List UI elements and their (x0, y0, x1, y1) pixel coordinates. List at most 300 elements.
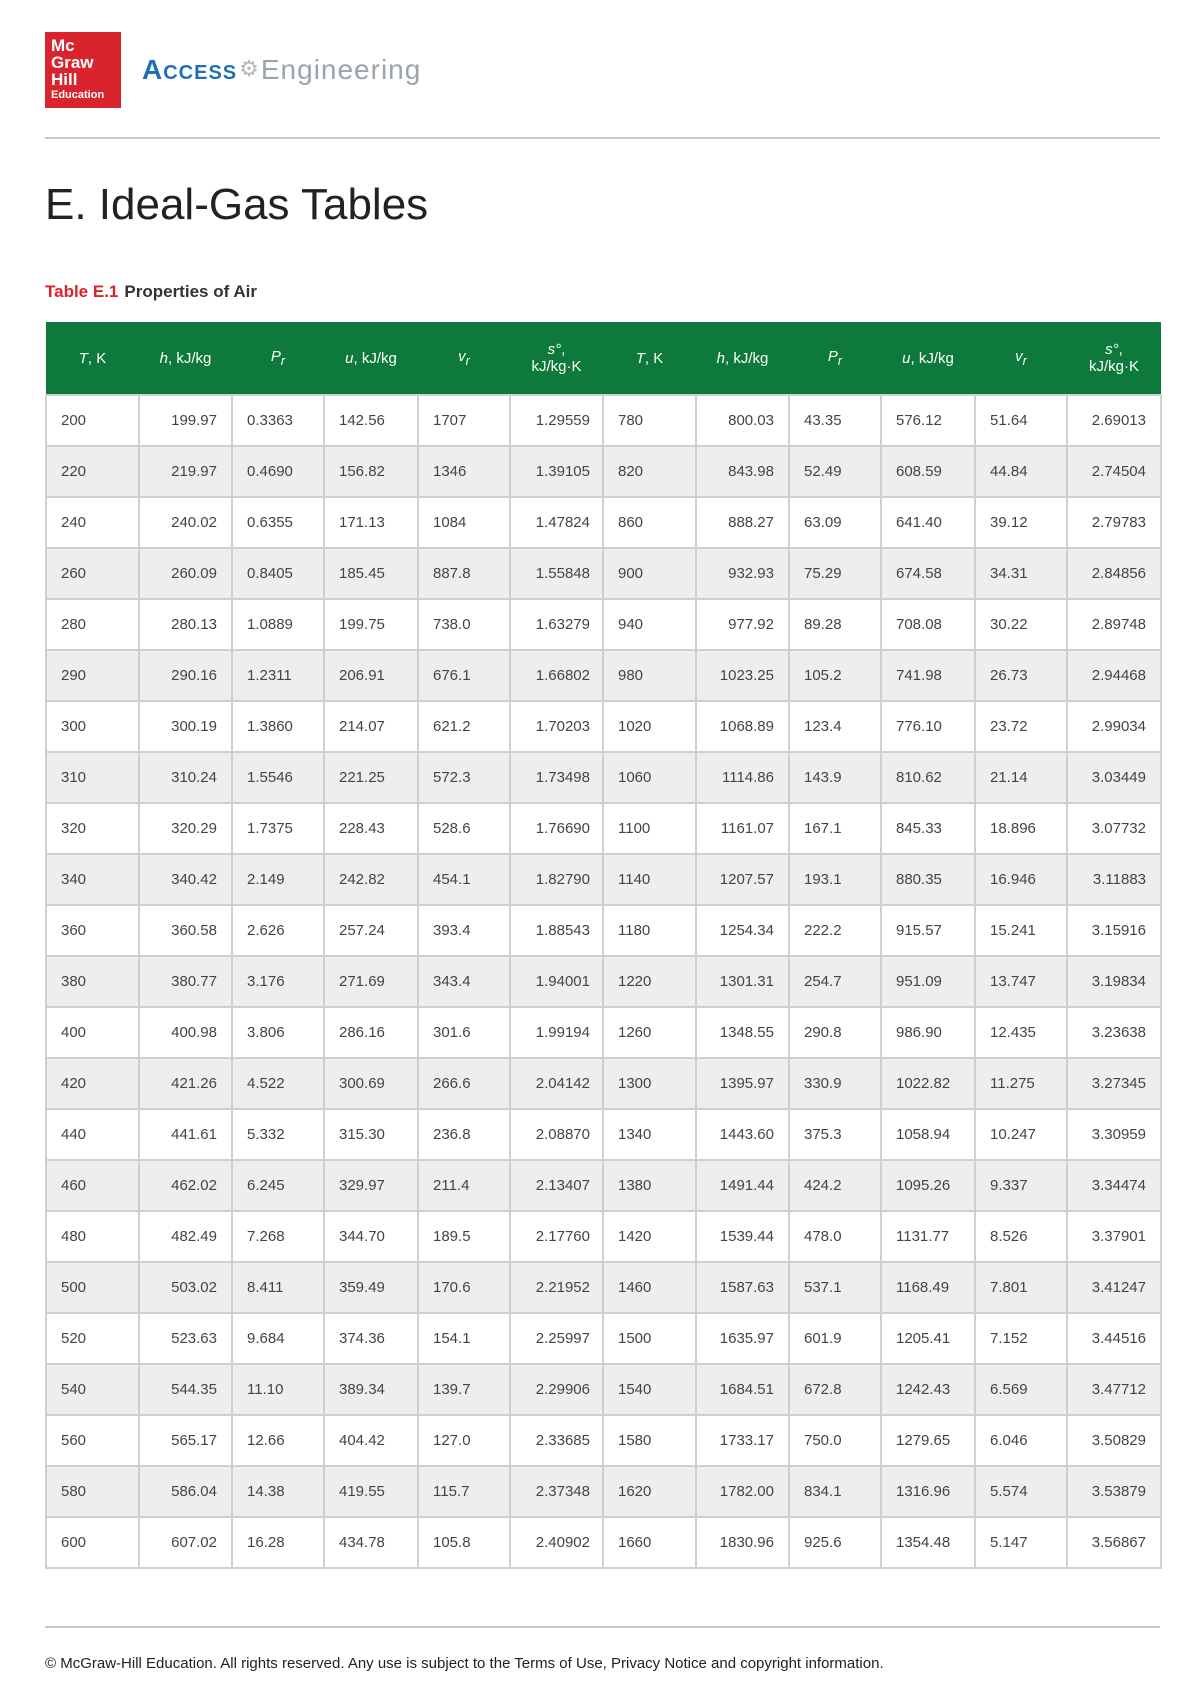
table-cell: 3.15916 (1067, 905, 1161, 956)
table-cell: 266.6 (418, 1058, 510, 1109)
table-cell: 9.337 (975, 1160, 1067, 1211)
logo-text: Hill (51, 70, 78, 89)
table-cell: 1.55848 (510, 548, 603, 599)
table-cell: 329.97 (324, 1160, 418, 1211)
table-cell: 3.50829 (1067, 1415, 1161, 1466)
table-cell: 200 (46, 395, 139, 446)
table-row (46, 752, 1161, 803)
table-cell: 3.41247 (1067, 1262, 1161, 1313)
table-cell: 810.62 (881, 752, 975, 803)
table-cell: 0.3363 (232, 395, 324, 446)
table-row (46, 1415, 1161, 1466)
table-cell: 424.2 (789, 1160, 881, 1211)
table-cell: 254.7 (789, 956, 881, 1007)
table-cell: 4.522 (232, 1058, 324, 1109)
table-cell: 3.07732 (1067, 803, 1161, 854)
table-cell: 26.73 (975, 650, 1067, 701)
table-cell: 374.36 (324, 1313, 418, 1364)
table-cell: 310 (46, 752, 139, 803)
table-cell: 320.29 (139, 803, 232, 854)
table-cell: 171.13 (324, 497, 418, 548)
table-cell: 7.268 (232, 1211, 324, 1262)
table-cell: 34.31 (975, 548, 1067, 599)
table-cell: 1540 (603, 1364, 696, 1415)
table-cell: 800.03 (696, 395, 789, 446)
table-cell: 2.84856 (1067, 548, 1161, 599)
table-cell: 977.92 (696, 599, 789, 650)
page-header (45, 32, 1160, 140)
table-row (46, 1313, 1161, 1364)
table-cell: 2.33685 (510, 1415, 603, 1466)
table-row (46, 650, 1161, 701)
table-cell: 1.39105 (510, 446, 603, 497)
table-cell: 290.16 (139, 650, 232, 701)
table-cell: 1635.97 (696, 1313, 789, 1364)
table-cell: 89.28 (789, 599, 881, 650)
table-row (46, 1211, 1161, 1262)
table-cell: 105.8 (418, 1517, 510, 1568)
table-cell: 607.02 (139, 1517, 232, 1568)
table-cell: 211.4 (418, 1160, 510, 1211)
column-header: T, K (46, 322, 139, 395)
table-cell: 1.63279 (510, 599, 603, 650)
table-cell: 419.55 (324, 1466, 418, 1517)
table-cell: 1023.25 (696, 650, 789, 701)
logo-engineering-text: Engineering (260, 54, 422, 85)
table-cell: 1.0889 (232, 599, 324, 650)
table-cell: 105.2 (789, 650, 881, 701)
table-cell: 2.04142 (510, 1058, 603, 1109)
table-cell: 986.90 (881, 1007, 975, 1058)
table-cell: 1168.49 (881, 1262, 975, 1313)
table-cell: 300 (46, 701, 139, 752)
table-cell: 1587.63 (696, 1262, 789, 1313)
table-cell: 2.21952 (510, 1262, 603, 1313)
table-cell: 310.24 (139, 752, 232, 803)
table-cell: 330.9 (789, 1058, 881, 1109)
access-engineering-logo[interactable] (142, 50, 421, 90)
table-cell: 51.64 (975, 395, 1067, 446)
table-cell: 1420 (603, 1211, 696, 1262)
table-cell: 1340 (603, 1109, 696, 1160)
table-cell: 340.42 (139, 854, 232, 905)
table-cell: 260 (46, 548, 139, 599)
table-cell: 672.8 (789, 1364, 881, 1415)
table-cell: 1.3860 (232, 701, 324, 752)
table-cell: 14.38 (232, 1466, 324, 1517)
table-cell: 290.8 (789, 1007, 881, 1058)
table-row (46, 701, 1161, 752)
table-cell: 676.1 (418, 650, 510, 701)
table-cell: 1220 (603, 956, 696, 1007)
table-cell: 482.49 (139, 1211, 232, 1262)
table-row (46, 1466, 1161, 1517)
table-cell: 608.59 (881, 446, 975, 497)
table-cell: 925.6 (789, 1517, 881, 1568)
table-cell: 674.58 (881, 548, 975, 599)
table-cell: 1095.26 (881, 1160, 975, 1211)
table-cell: 142.56 (324, 395, 418, 446)
table-cell: 1620 (603, 1466, 696, 1517)
table-cell: 980 (603, 650, 696, 701)
table-cell: 8.526 (975, 1211, 1067, 1262)
table-cell: 359.49 (324, 1262, 418, 1313)
table-cell: 3.806 (232, 1007, 324, 1058)
table-cell: 860 (603, 497, 696, 548)
column-header: $v_r$ (418, 322, 510, 395)
table-cell: 1.70203 (510, 701, 603, 752)
table-cell: 1114.86 (696, 752, 789, 803)
table-cell: 454.1 (418, 854, 510, 905)
table-cell: 1733.17 (696, 1415, 789, 1466)
table-cell: 1782.00 (696, 1466, 789, 1517)
table-cell: 39.12 (975, 497, 1067, 548)
table-cell: 3.37901 (1067, 1211, 1161, 1262)
table-cell: 2.29906 (510, 1364, 603, 1415)
table-cell: 1.2311 (232, 650, 324, 701)
table-row (46, 905, 1161, 956)
logo-text: Mc (51, 36, 75, 55)
table-cell: 1707 (418, 395, 510, 446)
table-cell: 3.53879 (1067, 1466, 1161, 1517)
table-cell: 2.79783 (1067, 497, 1161, 548)
column-header: s°, kJ/kg·K (510, 322, 603, 395)
table-cell: 167.1 (789, 803, 881, 854)
table-cell: 3.34474 (1067, 1160, 1161, 1211)
table-cell: 320 (46, 803, 139, 854)
table-cell: 360.58 (139, 905, 232, 956)
table-cell: 523.63 (139, 1313, 232, 1364)
table-cell: 1346 (418, 446, 510, 497)
table-row (46, 1517, 1161, 1568)
mcgraw-hill-logo[interactable] (45, 32, 121, 108)
table-caption-title: Properties of Air (124, 282, 257, 301)
gear-icon: ⚙ (239, 56, 259, 81)
table-cell: 940 (603, 599, 696, 650)
column-header: h, kJ/kg (696, 322, 789, 395)
table-cell: 1301.31 (696, 956, 789, 1007)
table-cell: 1207.57 (696, 854, 789, 905)
table-cell: 915.57 (881, 905, 975, 956)
table-cell: 480 (46, 1211, 139, 1262)
table-cell: 380.77 (139, 956, 232, 1007)
table-cell: 3.11883 (1067, 854, 1161, 905)
table-cell: 52.49 (789, 446, 881, 497)
table-row (46, 1109, 1161, 1160)
table-cell: 0.4690 (232, 446, 324, 497)
table-cell: 228.43 (324, 803, 418, 854)
table-cell: 7.152 (975, 1313, 1067, 1364)
table-cell: 2.40902 (510, 1517, 603, 1568)
table-cell: 1279.65 (881, 1415, 975, 1466)
copyright-footer: © McGraw-Hill Education. All rights reserved. Any use is subject to the Terms of Use, Privacy Notice and copyright information. (45, 1655, 884, 1672)
table-cell: 3.03449 (1067, 752, 1161, 803)
table-row (46, 1364, 1161, 1415)
table-cell: 1316.96 (881, 1466, 975, 1517)
table-row (46, 956, 1161, 1007)
table-row (46, 548, 1161, 599)
table-cell: 360 (46, 905, 139, 956)
column-header: s°, kJ/kg·K (1067, 322, 1161, 395)
table-cell: 1660 (603, 1517, 696, 1568)
table-cell: 16.946 (975, 854, 1067, 905)
table-cell: 340 (46, 854, 139, 905)
table-cell: 528.6 (418, 803, 510, 854)
table-cell: 143.9 (789, 752, 881, 803)
table-cell: 1.29559 (510, 395, 603, 446)
table-cell: 1020 (603, 701, 696, 752)
table-cell: 271.69 (324, 956, 418, 1007)
table-cell: 834.1 (789, 1466, 881, 1517)
table-cell: 1.88543 (510, 905, 603, 956)
table-cell: 843.98 (696, 446, 789, 497)
table-cell: 2.37348 (510, 1466, 603, 1517)
table-cell: 242.82 (324, 854, 418, 905)
table-cell: 460 (46, 1160, 139, 1211)
column-header: T, K (603, 322, 696, 395)
table-cell: 1580 (603, 1415, 696, 1466)
table-cell: 123.4 (789, 701, 881, 752)
footer-divider (45, 1626, 1160, 1628)
table-cell: 1380 (603, 1160, 696, 1211)
table-row (46, 446, 1161, 497)
table-cell: 389.34 (324, 1364, 418, 1415)
table-cell: 380 (46, 956, 139, 1007)
table-cell: 1100 (603, 803, 696, 854)
table-cell: 13.747 (975, 956, 1067, 1007)
column-header: $P_r$ (789, 322, 881, 395)
table-cell: 738.0 (418, 599, 510, 650)
table-cell: 540 (46, 1364, 139, 1415)
table-header-row (46, 322, 1161, 395)
table-cell: 5.574 (975, 1466, 1067, 1517)
table-cell: 2.13407 (510, 1160, 603, 1211)
column-header: h, kJ/kg (139, 322, 232, 395)
table-cell: 1.47824 (510, 497, 603, 548)
table-cell: 343.4 (418, 956, 510, 1007)
table-cell: 3.176 (232, 956, 324, 1007)
table-cell: 5.332 (232, 1109, 324, 1160)
table-cell: 1180 (603, 905, 696, 956)
table-row (46, 1007, 1161, 1058)
table-cell: 1084 (418, 497, 510, 548)
table-cell: 3.56867 (1067, 1517, 1161, 1568)
logo-text: Graw (51, 53, 94, 72)
table-cell: 776.10 (881, 701, 975, 752)
table-cell: 2.17760 (510, 1211, 603, 1262)
table-row (46, 1160, 1161, 1211)
table-cell: 7.801 (975, 1262, 1067, 1313)
table-cell: 1460 (603, 1262, 696, 1313)
table-cell: 115.7 (418, 1466, 510, 1517)
table-cell: 421.26 (139, 1058, 232, 1109)
page-title: E. Ideal-Gas Tables (45, 180, 429, 229)
table-cell: 2.89748 (1067, 599, 1161, 650)
table-cell: 257.24 (324, 905, 418, 956)
table-cell: 43.35 (789, 395, 881, 446)
table-cell: 1500 (603, 1313, 696, 1364)
table-cell: 240.02 (139, 497, 232, 548)
table-row (46, 395, 1161, 446)
table-cell: 1.99194 (510, 1007, 603, 1058)
table-cell: 315.30 (324, 1109, 418, 1160)
table-cell: 1443.60 (696, 1109, 789, 1160)
table-cell: 154.1 (418, 1313, 510, 1364)
table-cell: 21.14 (975, 752, 1067, 803)
table-cell: 1354.48 (881, 1517, 975, 1568)
table-cell: 11.275 (975, 1058, 1067, 1109)
table-cell: 820 (603, 446, 696, 497)
table-cell: 286.16 (324, 1007, 418, 1058)
table-cell: 780 (603, 395, 696, 446)
table-cell: 1.73498 (510, 752, 603, 803)
table-cell: 280.13 (139, 599, 232, 650)
table-cell: 600 (46, 1517, 139, 1568)
table-cell: 127.0 (418, 1415, 510, 1466)
column-header: $v_r$ (975, 322, 1067, 395)
table-cell: 441.61 (139, 1109, 232, 1160)
table-cell: 240 (46, 497, 139, 548)
table-cell: 219.97 (139, 446, 232, 497)
table-cell: 888.27 (696, 497, 789, 548)
table-cell: 5.147 (975, 1517, 1067, 1568)
table-cell: 2.149 (232, 854, 324, 905)
table-cell: 6.046 (975, 1415, 1067, 1466)
table-cell: 16.28 (232, 1517, 324, 1568)
table-cell: 1.5546 (232, 752, 324, 803)
table-row (46, 599, 1161, 650)
table-cell: 560 (46, 1415, 139, 1466)
table-cell: 1.94001 (510, 956, 603, 1007)
properties-of-air-table (45, 322, 1162, 1569)
table-cell: 44.84 (975, 446, 1067, 497)
table-cell: 1300 (603, 1058, 696, 1109)
table-cell: 375.3 (789, 1109, 881, 1160)
table-cell: 393.4 (418, 905, 510, 956)
table-cell: 1684.51 (696, 1364, 789, 1415)
table-cell: 1.66802 (510, 650, 603, 701)
table-cell: 900 (603, 548, 696, 599)
table-cell: 1242.43 (881, 1364, 975, 1415)
column-header: $P_r$ (232, 322, 324, 395)
table-cell: 537.1 (789, 1262, 881, 1313)
table-body (46, 395, 1161, 1568)
table-cell: 221.25 (324, 752, 418, 803)
table-cell: 2.626 (232, 905, 324, 956)
table-cell: 1131.77 (881, 1211, 975, 1262)
table-cell: 300.69 (324, 1058, 418, 1109)
table-cell: 214.07 (324, 701, 418, 752)
table-cell: 1058.94 (881, 1109, 975, 1160)
table-cell: 3.30959 (1067, 1109, 1161, 1160)
table-cell: 156.82 (324, 446, 418, 497)
table-cell: 1060 (603, 752, 696, 803)
table-cell: 641.40 (881, 497, 975, 548)
table-cell: 1.82790 (510, 854, 603, 905)
table-row (46, 854, 1161, 905)
table-cell: 3.27345 (1067, 1058, 1161, 1109)
table-cell: 260.09 (139, 548, 232, 599)
header-divider (45, 137, 1160, 139)
table-cell: 2.08870 (510, 1109, 603, 1160)
table-cell: 10.247 (975, 1109, 1067, 1160)
table-cell: 1068.89 (696, 701, 789, 752)
table-cell: 400.98 (139, 1007, 232, 1058)
table-cell: 2.69013 (1067, 395, 1161, 446)
table-cell: 300.19 (139, 701, 232, 752)
table-row (46, 1262, 1161, 1313)
table-cell: 601.9 (789, 1313, 881, 1364)
table-cell: 880.35 (881, 854, 975, 905)
table-cell: 63.09 (789, 497, 881, 548)
table-cell: 75.29 (789, 548, 881, 599)
table-cell: 193.1 (789, 854, 881, 905)
table-cell: 139.7 (418, 1364, 510, 1415)
table-cell: 185.45 (324, 548, 418, 599)
table-cell: 1491.44 (696, 1160, 789, 1211)
table-cell: 1161.07 (696, 803, 789, 854)
table-cell: 1539.44 (696, 1211, 789, 1262)
table-cell: 344.70 (324, 1211, 418, 1262)
table-cell: 170.6 (418, 1262, 510, 1313)
table-cell: 586.04 (139, 1466, 232, 1517)
table-cell: 572.3 (418, 752, 510, 803)
table-caption-label: Table E.1 (45, 282, 119, 301)
table-cell: 404.42 (324, 1415, 418, 1466)
table-cell: 951.09 (881, 956, 975, 1007)
table-cell: 2.99034 (1067, 701, 1161, 752)
table-cell: 6.245 (232, 1160, 324, 1211)
table-cell: 15.241 (975, 905, 1067, 956)
table-cell: 621.2 (418, 701, 510, 752)
table-cell: 199.75 (324, 599, 418, 650)
table-cell: 845.33 (881, 803, 975, 854)
table-cell: 3.47712 (1067, 1364, 1161, 1415)
table-cell: 462.02 (139, 1160, 232, 1211)
table-cell: 9.684 (232, 1313, 324, 1364)
table-cell: 503.02 (139, 1262, 232, 1313)
table-cell: 301.6 (418, 1007, 510, 1058)
table-cell: 1395.97 (696, 1058, 789, 1109)
table-cell: 3.19834 (1067, 956, 1161, 1007)
table-cell: 206.91 (324, 650, 418, 701)
table-cell: 12.66 (232, 1415, 324, 1466)
table-cell: 576.12 (881, 395, 975, 446)
table-row (46, 803, 1161, 854)
table-cell: 1254.34 (696, 905, 789, 956)
logo-text: Education (51, 89, 105, 101)
table-cell: 440 (46, 1109, 139, 1160)
table-cell: 1.76690 (510, 803, 603, 854)
table-cell: 3.23638 (1067, 1007, 1161, 1058)
table-cell: 1140 (603, 854, 696, 905)
table-cell: 220 (46, 446, 139, 497)
table-cell: 12.435 (975, 1007, 1067, 1058)
table-cell: 887.8 (418, 548, 510, 599)
table-cell: 199.97 (139, 395, 232, 446)
table-cell: 8.411 (232, 1262, 324, 1313)
table-cell: 565.17 (139, 1415, 232, 1466)
table-cell: 500 (46, 1262, 139, 1313)
table-cell: 2.25997 (510, 1313, 603, 1364)
table-row (46, 497, 1161, 548)
table-cell: 1348.55 (696, 1007, 789, 1058)
table-cell: 400 (46, 1007, 139, 1058)
table-cell: 741.98 (881, 650, 975, 701)
table-cell: 11.10 (232, 1364, 324, 1415)
table-cell: 0.6355 (232, 497, 324, 548)
table-cell: 1022.82 (881, 1058, 975, 1109)
